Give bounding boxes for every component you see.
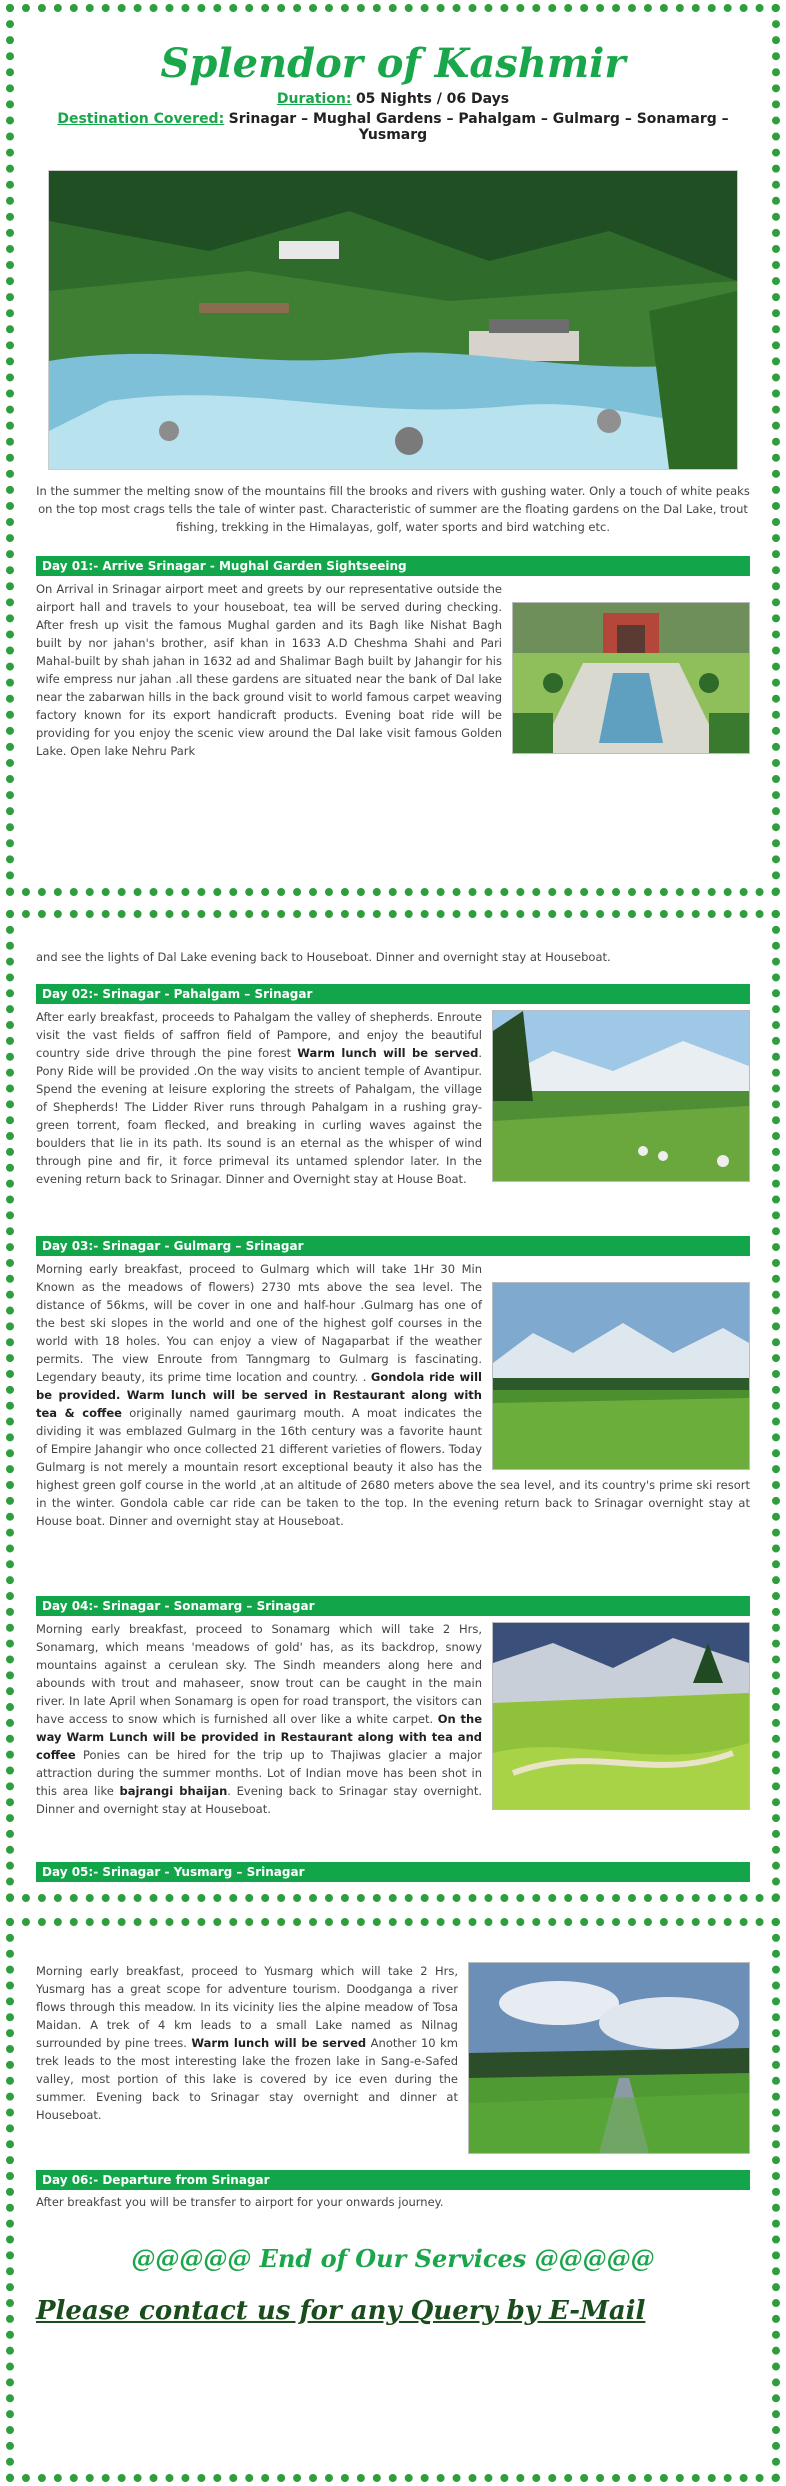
day-3-lunch-note: Gondola ride will be provided. Warm lunch will be served in Restaurant along with tea & coffee xyxy=(36,1370,482,1420)
day-2-text-b: . Pony Ride will be provided .On the way visits to ancient temple of Avantipur. Spend the evening at leisure exploring the streets of Pahalgam, the village of Shepherds! The Lidder River runs through Pahalgam in a rushing gray-green torrent, foam flecked, and breaking in curling waves against the boulders that lie in its path. Its sound is an eternal as the whisper of wind through pine and fir, it force primeval its untamed splendor later. In the evening return back to Srinagar. Dinner and Overnight stay at House Boat. xyxy=(36,1046,482,1186)
end-of-services-line: @@@@@ End of Our Services @@@@@ xyxy=(131,2244,655,2273)
day-1-section xyxy=(36,556,750,760)
day-2-heading: Day 02:- Srinagar - Pahalgam – Srinagar xyxy=(36,984,750,1004)
day-3-text-a: Morning early breakfast, proceed to Gulmarg which will take 1Hr 30 Min Known as the meadows of flowers) 2730 mts above the sea level. The distance of 56kms, will be cover in one and half-hour .Gulmarg has one of the best ski slopes in the world and one of the highest golf courses in the world with 18 holes. You can enjoy a view of Nagaparbat if the weather permits. The view Enroute from Tanngmarg to Gulmarg is fascinating. Legendary beauty, its prime time location and country. . xyxy=(36,1262,482,1384)
day-6-text: After breakfast you will be transfer to airport for your onwards journey. xyxy=(36,2195,444,2209)
duration-line xyxy=(36,91,750,107)
day-1-text: On Arrival in Srinagar airport meet and greets by our representative outside the airport hall and travels to your houseboat, tea will be served during checking. After fresh up visit the famous Mughal garden and its Bagh like Nishat Bagh built by nor jahan's brother, asif khan in 1633 A.D Cheshma Shahi and Pari Mahal-built by shah jahan in 1632 ad and Shalimar Bagh built by Jahangir for his wife empress nur jahan .all these gardens are situated near the bank of Dal lake near the zabarwan hills in the back ground visit to world famous carpet weaving factory known for its export handicraft products. Evening boat ride will be providing for you enjoy the scenic view around the Dal lake visit famous Golden Lake. Open lake Nehru Park xyxy=(36,582,502,758)
day-4-text-b: Ponies can be hired for the trip up to Thajiwas glacier a major attraction during the summer months. Lot of Indian move has been shot in this area like xyxy=(36,1748,482,1798)
yusmarg-image xyxy=(468,1962,750,2154)
header xyxy=(36,40,750,143)
day-5-text-a: Morning early breakfast, proceed to Yusmarg which will take 2 Hrs, Yusmarg has a great scope for adventure tourism. Doodganga a river flows through this meadow. In its vicinity lies the alpine meadow of Tosa Maidan. A trek of 4 km leads to a small Lake named as Nilnag surrounded by pine trees. xyxy=(36,1964,458,2050)
day-5-heading-block xyxy=(36,1862,750,1882)
day-5-heading: Day 05:- Srinagar - Yusmarg – Srinagar xyxy=(36,1862,750,1882)
day-5-lunch-note: Warm lunch will be served xyxy=(191,2036,367,2050)
day-2-lunch-note: Warm lunch will be served xyxy=(297,1046,479,1060)
destination-label: Destination Covered: xyxy=(57,111,225,127)
intro-paragraph: In the summer the melting snow of the mountains fill the brooks and rivers with gushing water. Only a touch of white peaks on the top most crags tells the tale of winter past. Characteristic of summer are the floating gardens on the Dal Lake, trout fishing, trekking in the Himalayas, golf, water sports and bird watching etc. xyxy=(36,484,750,534)
duration-value: 05 Nights / 06 Days xyxy=(355,91,510,107)
day-1-continued-text: and see the lights of Dal Lake evening back to Houseboat. Dinner and overnight stay at Houseboat. xyxy=(36,950,611,964)
day-6-heading: Day 06:- Departure from Srinagar xyxy=(36,2170,750,2190)
day-5-section xyxy=(36,1962,750,2160)
hero-image xyxy=(48,170,738,470)
day-4-section xyxy=(36,1596,750,1818)
destination-line xyxy=(36,111,750,143)
day-4-movie-name: bajrangi bhaijan xyxy=(119,1784,228,1798)
day-4-text-c: . Evening back to Srinagar stay overnight. Dinner and overnight stay at Houseboat. xyxy=(36,1784,482,1816)
day-3-text-b: originally named gaurimarg mouth. A moat indicates the dividing it was emblazed Gulmarg in the 16th century was a favorite haunt of Empire Jahangir who once collected 21 different varieties of flowers. Today Gulmarg is not merely a mountain resort exceptional beauty it also has the highest green golf course in the world ,at an altitude of 2680 meters above the sea level, and its country's prime ski resort in the winter. Gondola cable car ride can be taken to the top. In the evening return back to Srinagar overnight stay at House boat. Dinner and overnight stay at Houseboat. xyxy=(36,1406,750,1528)
day-6-section xyxy=(36,2170,750,2211)
day-4-text-a: Morning early breakfast, proceed to Sonamarg which will take 2 Hrs, Sonamarg, which means 'meadows of gold' has, as its backdrop, snowy mountains against a cerulean sky. The Sindh meanders along here and abounds with trout and mahaseer, snow trout can be caught in the main river. In late April when Sonamarg is open for road transport, the visitors can have access to snow which is furnished all over like a white carpet. xyxy=(36,1622,482,1726)
day-5-text-b: Another 10 km trek leads to the most interesting lake the frozen lake in Sang-e-Safed valley, most portion of this lake is covered by ice even during the summer. Evening back to Srinagar stay overnight and dinner at Houseboat. xyxy=(36,2036,458,2122)
intro-section xyxy=(36,482,750,536)
day-1-heading: Day 01:- Arrive Srinagar - Mughal Garden Sightseeing xyxy=(36,556,750,576)
day-4-lunch-note: On the way Warm Lunch will be provided in Restaurant along with tea and coffee xyxy=(36,1712,483,1762)
sonamarg-image xyxy=(492,1622,750,1810)
day-2-section xyxy=(36,984,750,1188)
footer xyxy=(36,2244,750,2273)
contact-block xyxy=(36,2296,750,2326)
destination-value: Srinagar – Mughal Gardens – Pahalgam – Gulmarg – Sonamarg – Yusmarg xyxy=(228,111,729,143)
mughal-garden-image xyxy=(512,602,750,754)
day-3-section xyxy=(36,1236,750,1530)
gulmarg-image xyxy=(492,1282,750,1470)
day-4-heading: Day 04:- Srinagar - Sonamarg – Srinagar xyxy=(36,1596,750,1616)
day-2-text-a: After early breakfast, proceeds to Pahalgam the valley of shepherds. Enroute visit the vast fields of saffron field of Pampore, and enjoy the beautiful country side drive through the pine forest xyxy=(36,1010,482,1060)
pahalgam-image xyxy=(492,1010,750,1182)
day-3-heading: Day 03:- Srinagar - Gulmarg – Srinagar xyxy=(36,1236,750,1256)
contact-line: Please contact us for any Query by E-Mail xyxy=(36,2296,646,2326)
duration-label: Duration: xyxy=(276,91,352,107)
page-title: Splendor of Kashmir xyxy=(160,40,626,87)
day-1-continued xyxy=(36,948,750,966)
